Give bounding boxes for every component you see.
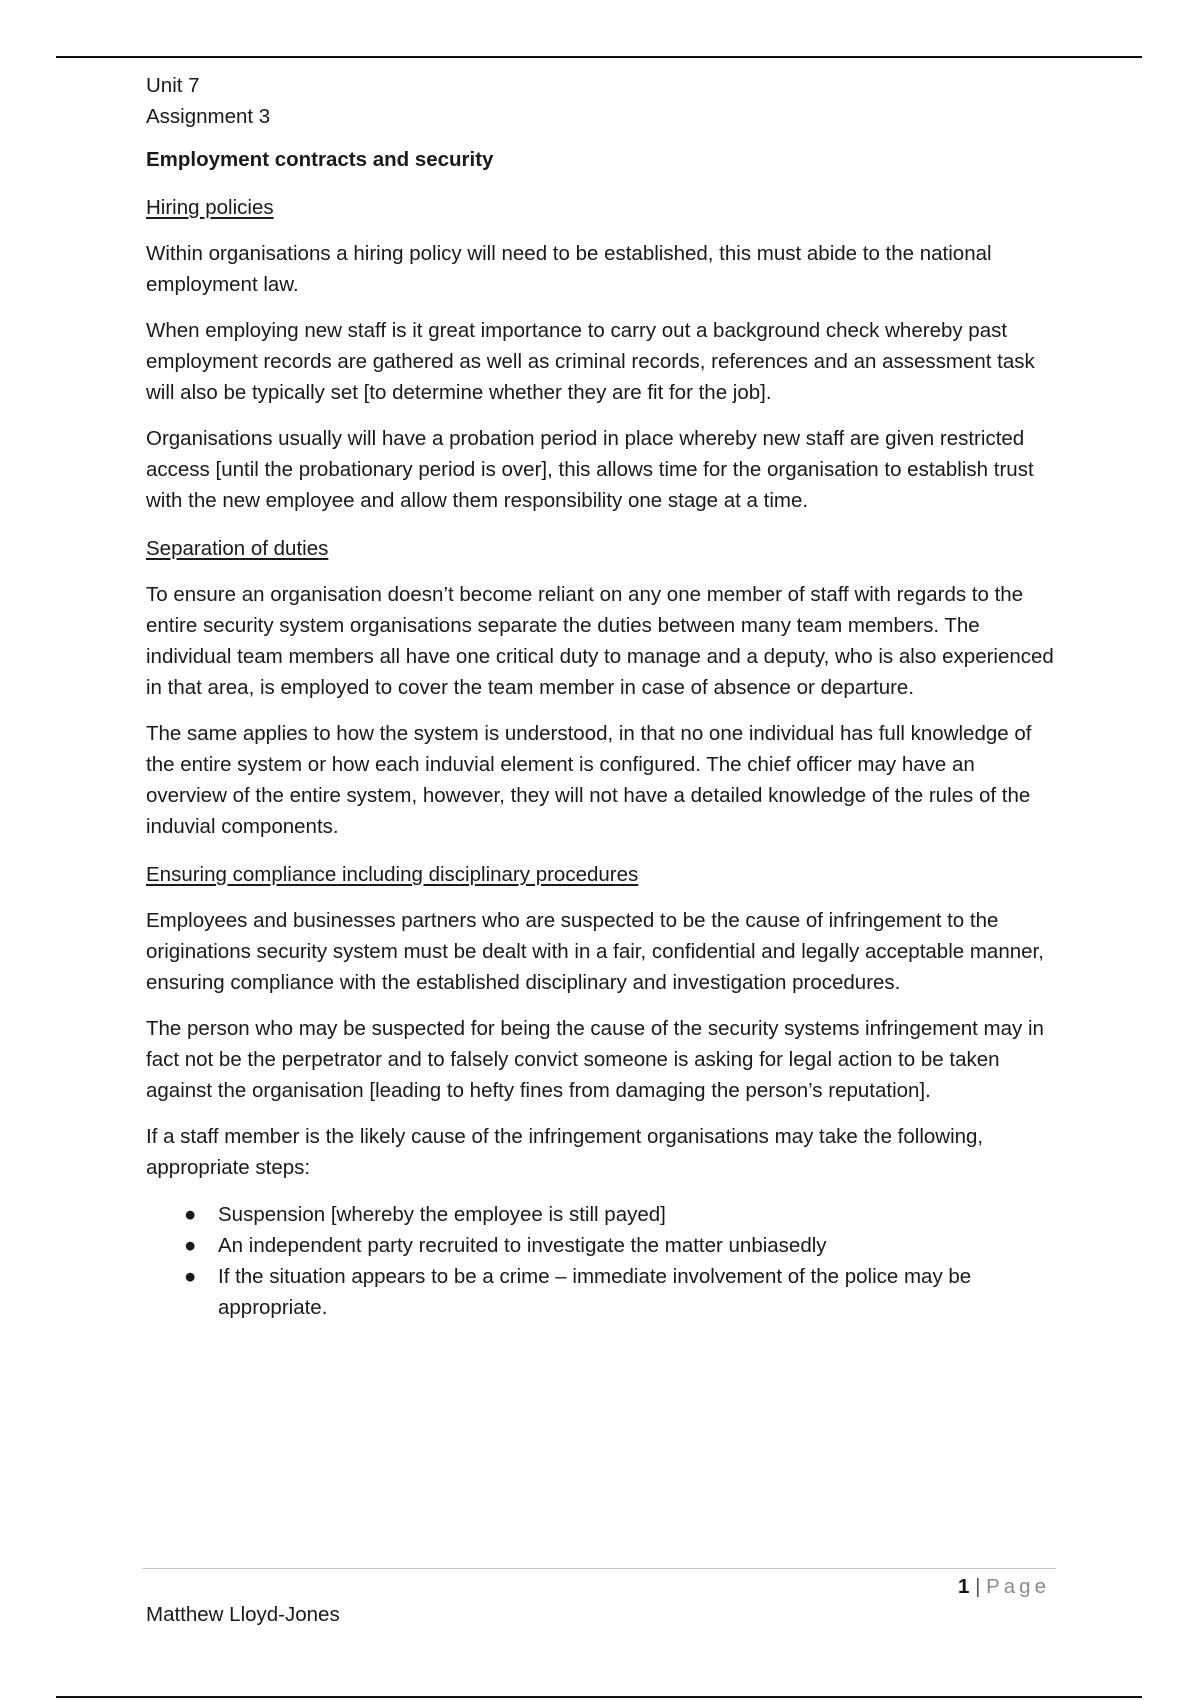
paragraph: Within organisations a hiring policy will need to be established, this must abide to the national employment law. <box>146 242 992 296</box>
paragraph: When employing new staff is it great importance to carry out a background check whereby past employment records are gathered as well as criminal records, references and an assessment task will also be typically set [to determine whether they are fit for the job]. <box>146 319 1035 404</box>
list-item <box>184 1199 1056 1230</box>
list-item-text: An independent party recruited to investigate the matter unbiasedly <box>218 1234 827 1257</box>
bottom-border-line <box>56 1696 1142 1698</box>
page-number-value: 1 <box>957 1575 970 1598</box>
list-item <box>184 1230 1056 1261</box>
paragraph: The same applies to how the system is understood, in that no one individual has full knowledge of the entire system or how each induvial element is configured. The chief officer may have an overview of the entire system, however, they will not have a detailed knowledge of the rules of the induvial components. <box>146 722 1032 838</box>
bullet-icon: ● <box>184 1234 197 1257</box>
paragraph: If a staff member is the likely cause of the infringement organisations may take the following, appropriate steps: <box>146 1125 984 1179</box>
document-body <box>146 70 1056 1323</box>
section-heading-separation-of-duties: Separation of duties <box>146 537 329 560</box>
top-border-line <box>56 56 1142 58</box>
page-number <box>880 1572 1050 1602</box>
steps-bullet-list <box>146 1199 1056 1323</box>
section-heading-hiring-policies: Hiring policies <box>146 196 274 219</box>
unit-label: Unit 7 <box>146 74 200 97</box>
bullet-icon: ● <box>184 1265 197 1288</box>
bullet-icon: ● <box>184 1203 197 1226</box>
paragraph: The person who may be suspected for being the cause of the security systems infringement may in fact not be the perpetrator and to falsely convict someone is asking for legal action to be taken against the organisation [leading to hefty fines from damaging the person’s reputation]. <box>146 1017 1044 1102</box>
document-title: Employment contracts and security <box>146 148 494 171</box>
author-name: Matthew Lloyd-Jones <box>146 1603 340 1626</box>
footer-divider <box>142 1568 1056 1569</box>
list-item <box>184 1261 1056 1323</box>
assignment-label: Assignment 3 <box>146 105 271 128</box>
paragraph: To ensure an organisation doesn’t become reliant on any one member of staff with regards to the entire security system organisations separate the duties between many team members. The individual team members all have one critical duty to manage and a deputy, who is also experienced in that area, is employed to cover the team member in case of absence or departure. <box>146 583 1054 699</box>
paragraph: Organisations usually will have a probation period in place whereby new staff are given restricted access [until the probationary period is over], this allows time for the organisation to establish trust with the new employee and allow them responsibility one stage at a time. <box>146 427 1034 512</box>
list-item-text: If the situation appears to be a crime – immediate involvement of the police may be appropriate. <box>218 1265 972 1319</box>
list-item-text: Suspension [whereby the employee is still payed] <box>218 1203 666 1226</box>
page-number-separator: | <box>975 1575 981 1598</box>
page-word: Page <box>986 1575 1050 1598</box>
section-heading-ensuring-compliance: Ensuring compliance including disciplinary procedures <box>146 863 639 886</box>
paragraph: Employees and businesses partners who are suspected to be the cause of infringement to the originations security system must be dealt with in a fair, confidential and legally acceptable manner, ensuring compliance with the established disciplinary and investigation procedures. <box>146 909 1044 994</box>
